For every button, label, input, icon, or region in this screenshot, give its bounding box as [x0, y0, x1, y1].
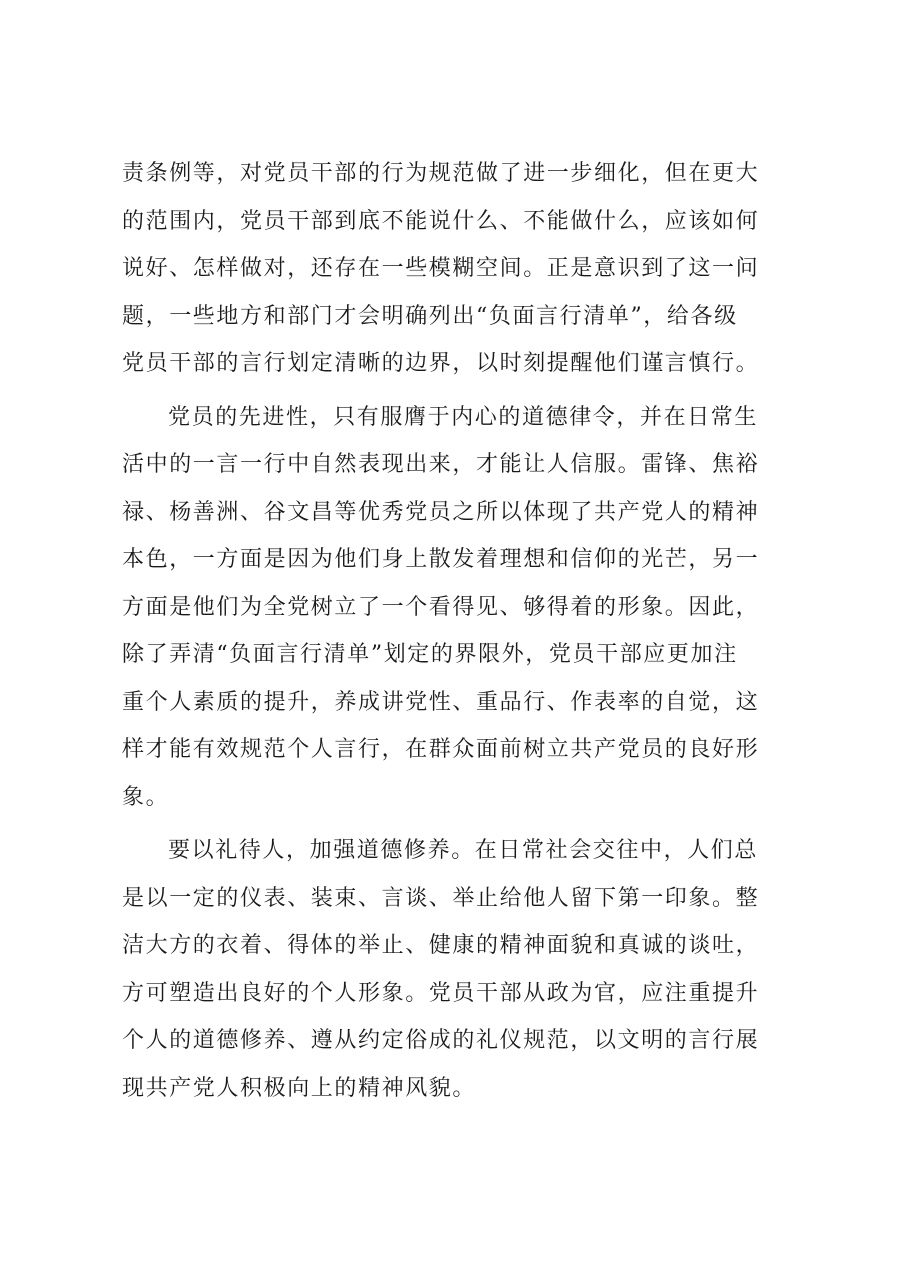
- text-line: 现共产党人积极向上的精神风貌。: [122, 1075, 477, 1101]
- text-line: 说好、怎样做对，还存在一些模糊空间。正是意识到了这一问: [122, 256, 760, 281]
- text-line: 除了弄清“负面言行清单”划定的界限外，党员干部应更加注: [122, 642, 738, 667]
- text-line: 禄、杨善洲、谷文昌等优秀党员之所以体现了共产党人的精神: [122, 499, 760, 525]
- text-line: 是以一定的仪表、装束、言谈、举止给他人留下第一印象。整: [122, 885, 760, 911]
- text-line: 个人的道德修养、遵从约定俗成的礼仪规范，以文明的言行展: [122, 1028, 760, 1053]
- text-line: 活中的一言一行中自然表现出来，才能让人信服。雷锋、焦裕: [122, 452, 760, 477]
- document-body: [122, 150, 802, 1112]
- text-line: 象。: [122, 784, 170, 810]
- text-line: 题，一些地方和部门才会明确列出“负面言行清单”，给各级: [122, 303, 738, 329]
- paragraph-3: [122, 827, 802, 1112]
- text-line: 责条例等，对党员干部的行为规范做了进一步细化，但在更大: [122, 161, 760, 186]
- paragraph-2: [122, 394, 802, 822]
- text-line: 洁大方的衣着、得体的举止、健康的精神面貌和真诚的谈吐，: [122, 933, 760, 958]
- text-line: 方可塑造出良好的个人形象。党员干部从政为官，应注重提升: [122, 980, 760, 1006]
- paragraph-1: [122, 150, 802, 388]
- text-line: 方面是他们为全党树立了一个看得见、够得着的形象。因此，: [122, 594, 760, 620]
- text-line: 要以礼待人，加强道德修养。在日常社会交往中，人们总: [168, 838, 759, 863]
- text-line: 重个人素质的提升，养成讲党性、重品行、作表率的自觉，这: [122, 689, 760, 715]
- text-line: 的范围内，党员干部到底不能说什么、不能做什么，应该如何: [122, 208, 760, 234]
- text-line: 样才能有效规范个人言行，在群众面前树立共产党员的良好形: [122, 737, 760, 762]
- text-line: 本色，一方面是因为他们身上散发着理想和信仰的光芒，另一: [122, 547, 760, 572]
- text-line: 党员干部的言行划定清晰的边界，以时刻提醒他们谨言慎行。: [122, 351, 760, 376]
- text-line: 党员的先进性，只有服膺于内心的道德律令，并在日常生: [168, 404, 759, 430]
